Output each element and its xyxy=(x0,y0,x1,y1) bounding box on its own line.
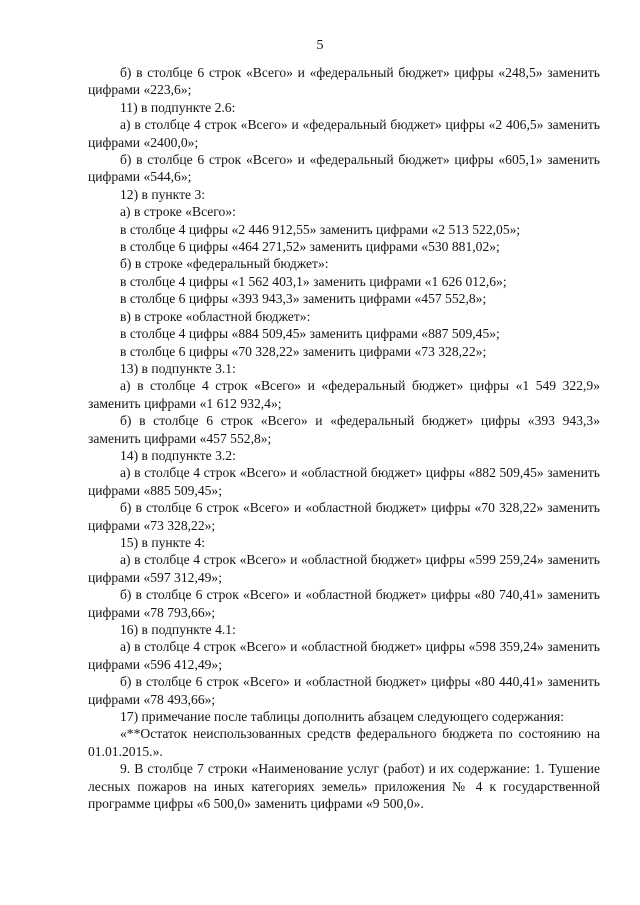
paragraph: в столбце 6 цифры «70 328,22» заменить цифрами «73 328,22»; xyxy=(120,343,487,359)
paragraph: 17) примечание после таблицы дополнить абзацем следующего содержания: xyxy=(120,709,565,725)
paragraph: а) в столбце 4 строк «Всего» и «областной бюджет» цифры «599 259,24» заменить цифрами «597 312,49»; xyxy=(88,552,600,585)
paragraph: а) в столбце 4 строк «Всего» и «федеральный бюджет» цифры «1 549 322,9» заменить цифрами «1 612 932,4»; xyxy=(88,378,600,411)
paragraph: 9. В столбце 7 строки «Наименование услуг (работ) и их содержание: 1. Тушение лесных пожаров на иных категориях земель» приложения № 4 к государственной программе цифры «6 500,0» заменить цифрами «9 500,0». xyxy=(88,761,600,812)
paragraph: 16) в подпункте 4.1: xyxy=(120,622,236,637)
paragraph: а) в столбце 4 строк «Всего» и «федеральный бюджет» цифры «2 406,5» заменить цифрами «2400,0»; xyxy=(88,117,600,150)
paragraph: б) в строке «федеральный бюджет»: xyxy=(120,256,329,272)
paragraph: б) в столбце 6 строк «Всего» и «областной бюджет» цифры «70 328,22» заменить цифрами «73 328,22»; xyxy=(88,500,600,533)
paragraph: б) в столбце 6 строк «Всего» и «федеральный бюджет» цифры «605,1» заменить цифрами «544,6»; xyxy=(88,152,600,185)
paragraph: 15) в пункте 4: xyxy=(120,534,206,550)
paragraph: б) в столбце 6 строк «Всего» и «областной бюджет» цифры «80 440,41» заменить цифрами «78 493,66»; xyxy=(88,674,600,707)
paragraph: б) в столбце 6 строк «Всего» и «федеральный бюджет» цифры «248,5» заменить цифрами «223,6»; xyxy=(88,65,600,98)
paragraph: в столбце 4 цифры «884 509,45» заменить цифрами «887 509,45»; xyxy=(120,326,500,342)
paragraph: в столбце 4 цифры «1 562 403,1» заменить цифрами «1 626 012,6»; xyxy=(120,273,507,289)
paragraph: б) в столбце 6 строк «Всего» и «федеральный бюджет» цифры «393 943,3» заменить цифрами «457 552,8»; xyxy=(88,413,600,446)
paragraph: в столбце 4 цифры «2 446 912,55» заменить цифрами «2 513 522,05»; xyxy=(120,221,521,237)
paragraph: 11) в подпункте 2.6: xyxy=(120,99,236,115)
paragraph: а) в столбце 4 строк «Всего» и «областной бюджет» цифры «882 509,45» заменить цифрами «885 509,45»; xyxy=(88,465,600,498)
paragraph: а) в столбце 4 строк «Всего» и «областной бюджет» цифры «598 359,24» заменить цифрами «596 412,49»; xyxy=(88,639,600,672)
paragraph: в столбце 6 цифры «464 271,52» заменить цифрами «530 881,02»; xyxy=(120,239,500,255)
paragraph: 13) в подпункте 3.1: xyxy=(120,360,236,376)
document-body xyxy=(88,64,600,812)
paragraph: а) в строке «Всего»: xyxy=(120,204,236,220)
paragraph: 12) в пункте 3: xyxy=(120,186,206,202)
paragraph: 14) в подпункте 3.2: xyxy=(120,447,236,463)
paragraph: «**Остаток неиспользованных средств федерального бюджета по состоянию на 01.01.2015.». xyxy=(88,726,600,759)
paragraph: в) в строке «областной бюджет»: xyxy=(120,308,311,324)
paragraph: б) в столбце 6 строк «Всего» и «областной бюджет» цифры «80 740,41» заменить цифрами «78 793,66»; xyxy=(88,587,600,620)
paragraph: в столбце 6 цифры «393 943,3» заменить цифрами «457 552,8»; xyxy=(120,291,487,307)
page-number: 5 xyxy=(316,38,324,53)
